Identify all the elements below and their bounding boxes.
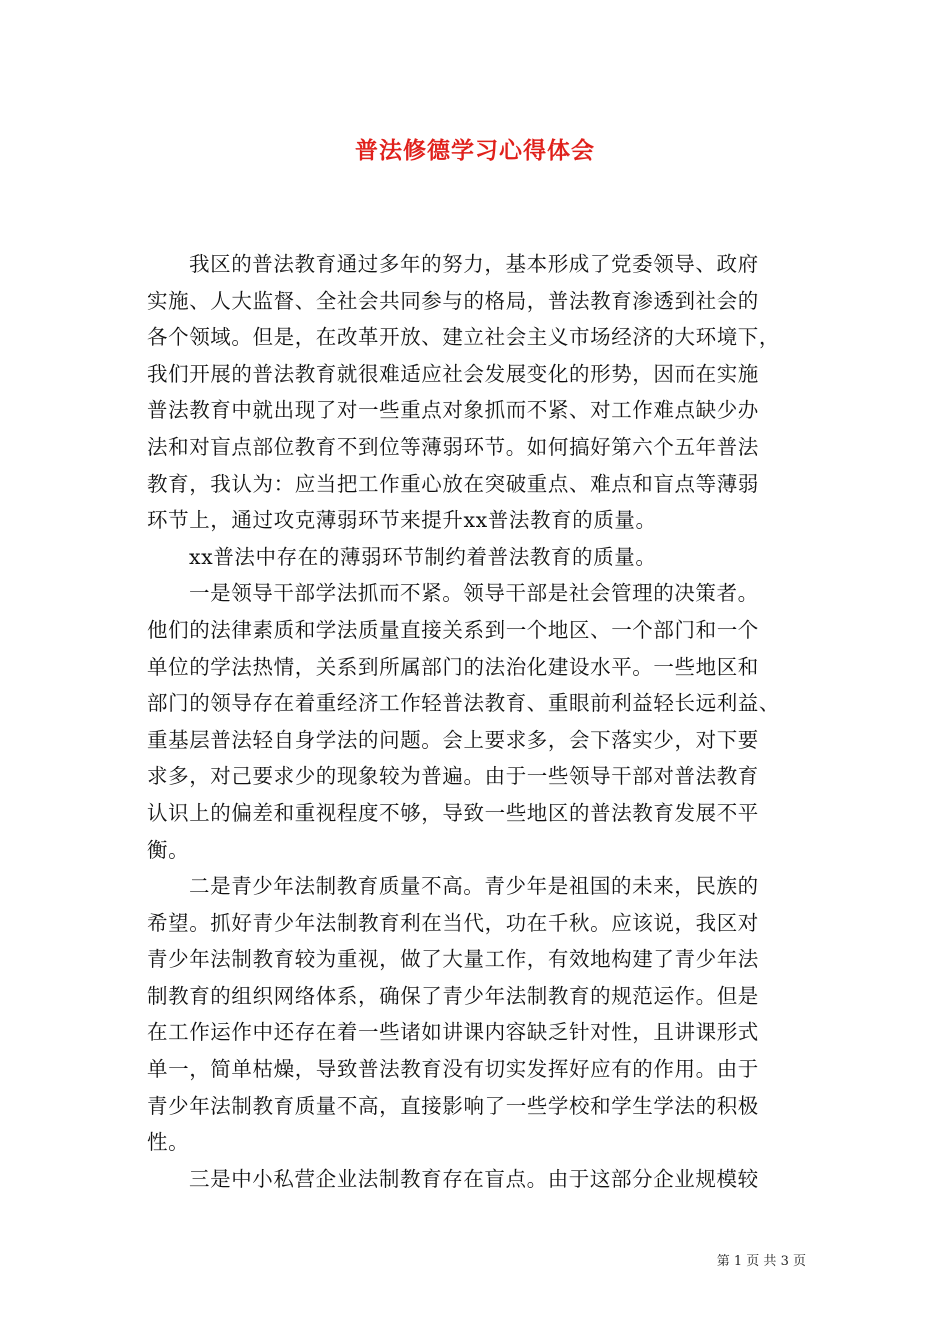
paragraph-line: 求多，对己要求少的现象较为普遍。由于一些领导干部对普法教育 <box>147 764 759 789</box>
paragraph-line: 各个领域。但是，在改革开放、建立社会主义市场经济的大环境下， <box>147 325 780 350</box>
paragraph-line: 实施、人大监督、全社会共同参与的格局，普法教育渗透到社会的 <box>147 288 759 313</box>
footer-middle: 页 共 <box>746 1254 777 1269</box>
paragraph-line: 青少年法制教育质量不高，直接影响了一些学校和学生学法的积极 <box>147 1093 759 1118</box>
paragraph-line: 重基层普法轻自身学法的问题。会上要求多，会下落实少，对下要 <box>147 727 759 752</box>
current-page-number: 1 <box>733 1254 743 1269</box>
footer-prefix: 第 <box>716 1254 730 1269</box>
paragraph-line: 普法教育中就出现了对一些重点对象抓而不紧、对工作难点缺少办 <box>147 398 759 423</box>
paragraph-line: 环节上，通过攻克薄弱环节来提升xx普法教育的质量。 <box>147 508 657 533</box>
page-number-footer <box>717 1250 806 1269</box>
paragraph-line: 制教育的组织网络体系，确保了青少年法制教育的规范运作。但是 <box>147 983 759 1008</box>
document-body <box>147 246 807 1197</box>
paragraph-line: 部门的领导存在着重经济工作轻普法教育、重眼前利益轻长远利益、 <box>147 691 780 716</box>
paragraph-line: 我们开展的普法教育就很难适应社会发展变化的形势，因而在实施 <box>147 361 759 386</box>
paragraph-line: 希望。抓好青少年法制教育利在当代，功在千秋。应该说，我区对 <box>147 910 759 935</box>
total-page-count: 3 <box>780 1254 789 1269</box>
paragraph-line: 在工作运作中还存在着一些诸如讲课内容缺乏针对性，且讲课形式 <box>147 1020 759 1045</box>
paragraph-line: 法和对盲点部位教育不到位等薄弱环节。如何搞好第六个五年普法 <box>147 434 759 459</box>
paragraph-line: 衡。 <box>147 837 190 862</box>
paragraph-line: 认识上的偏差和重视程度不够，导致一些地区的普法教育发展不平 <box>147 800 759 825</box>
footer-suffix: 页 <box>792 1254 806 1269</box>
paragraph-line: 二是青少年法制教育质量不高。青少年是祖国的未来，民族的 <box>189 874 759 899</box>
document-title: 普法修德学习心得体会 <box>355 137 595 164</box>
paragraph-line: 三是中小私营企业法制教育存在盲点。由于这部分企业规模较 <box>189 1166 759 1191</box>
paragraph-line: 性。 <box>147 1130 190 1155</box>
paragraph-line: 一是领导干部学法抓而不紧。领导干部是社会管理的决策者。 <box>189 581 759 606</box>
paragraph-line: 青少年法制教育较为重视，做了大量工作，有效地构建了青少年法 <box>147 947 759 972</box>
paragraph-line: 单位的学法热情，关系到所属部门的法治化建设水平。一些地区和 <box>147 654 759 679</box>
paragraph-line: 我区的普法教育通过多年的努力，基本形成了党委领导、政府 <box>189 252 759 276</box>
paragraph-line: xx普法中存在的薄弱环节制约着普法教育的质量。 <box>189 544 657 569</box>
paragraph-line: 单一，简单枯燥，导致普法教育没有切实发挥好应有的作用。由于 <box>147 1057 759 1082</box>
paragraph-line: 他们的法律素质和学法质量直接关系到一个地区、一个部门和一个 <box>147 617 759 642</box>
paragraph-line: 教育，我认为：应当把工作重心放在突破重点、难点和盲点等薄弱 <box>147 471 759 496</box>
